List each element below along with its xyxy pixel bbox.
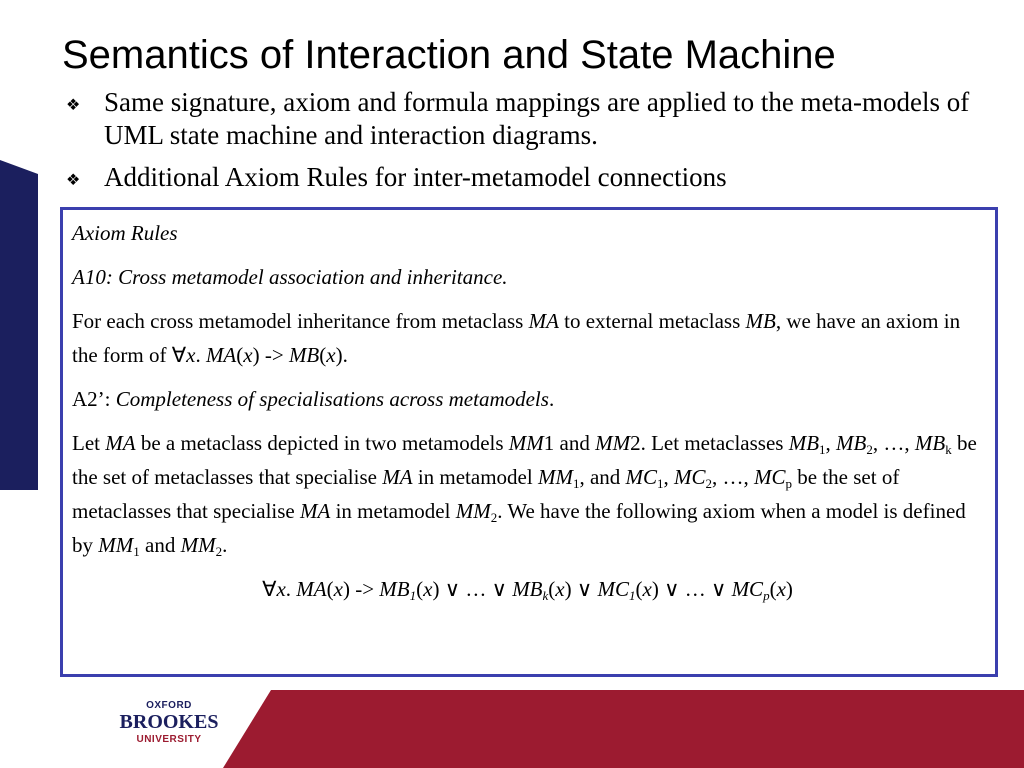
axiom-heading: Axiom Rules (72, 221, 178, 245)
bullet-list (66, 86, 996, 203)
oxford-brookes-logo (110, 693, 228, 755)
bullet-item (66, 86, 996, 152)
a10-body: For each cross metamodel inheritance from metaclass MA to external metaclass MB, we have an axiom in the form of ∀x. MA(x) -> MB(x). (72, 309, 961, 367)
svg-text:UNIVERSITY: UNIVERSITY (136, 734, 202, 745)
a2-body: Let MA be a metaclass depicted in two metamodels MM1 and MM2. Let metaclasses $MB_1$, $MB_2$, …, $MB_k$ be the set of metaclasses that specialise MA in metamodel $MM_1$, and $MC_1$, $MC_2$, …, $MC_p$ be the set of metaclasses that specialise MA in metamodel $MM_2$. We have the following axiom when a model is defined by $MM_1$ and $MM_2$. (72, 431, 977, 559)
a2-title: A2’: Completeness of specialisations across metamodels. (72, 387, 555, 411)
bullet-text: Same signature, axiom and formula mappings are applied to the meta-models of UML state machine and interaction diagrams. (104, 87, 970, 150)
svg-text:BROOKES: BROOKES (119, 711, 219, 733)
diamond-bullet-icon: ❖ (66, 97, 81, 114)
diamond-bullet-icon: ❖ (66, 172, 81, 189)
slide-title: Semantics of Interaction and State Machine (62, 33, 836, 77)
bullet-item (66, 161, 996, 194)
footer-red-band (223, 690, 1024, 768)
a10-title: A10: Cross metamodel association and inheritance. (72, 265, 508, 289)
bullet-text: Additional Axiom Rules for inter-metamodel connections (104, 162, 727, 192)
axiom-formula: ∀x. $MA(x) -> MB_1(x)$ ∨ … ∨ $MB_k(x)$ ∨ $MC_1(x)$ ∨ … ∨ $MC_p(x)$ (262, 577, 793, 603)
axiom-rules-box (60, 207, 998, 677)
left-decorative-tab (0, 160, 38, 490)
svg-text:OXFORD: OXFORD (146, 700, 192, 711)
